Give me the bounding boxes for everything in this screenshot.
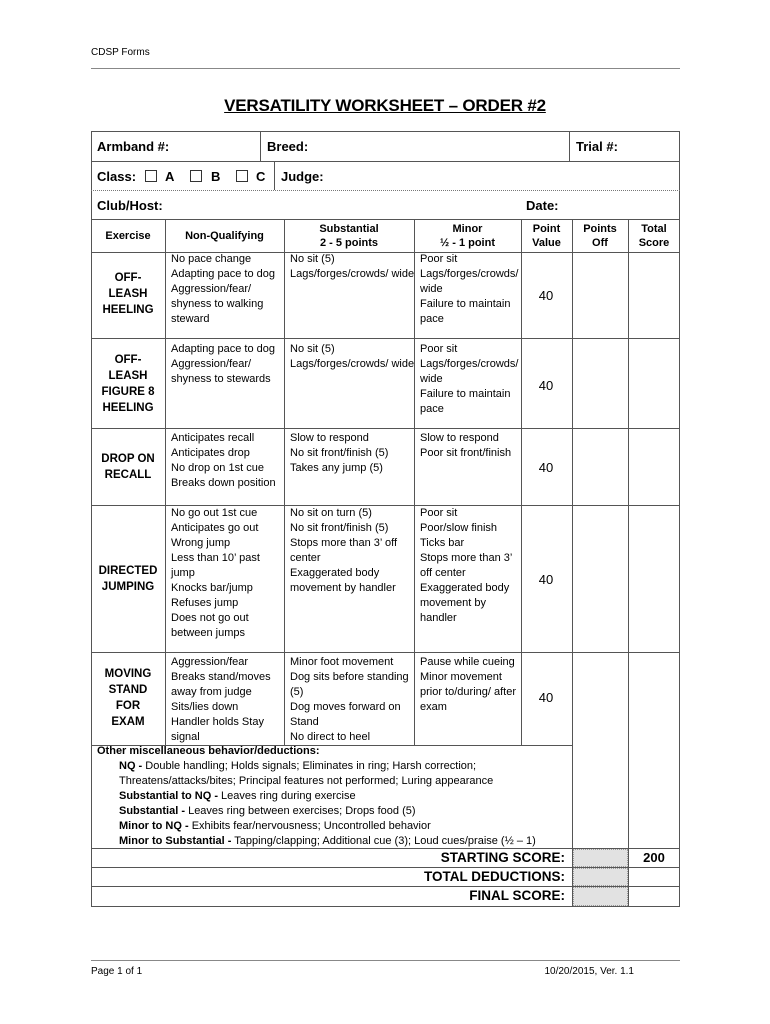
- substantial-cell: Slow to respond No sit front/finish (5) Takes any jump (5): [290, 432, 389, 474]
- date-label: Date:: [526, 198, 559, 213]
- class-b-checkbox[interactable]: [190, 170, 202, 182]
- header-substantial-points: 2 - 5 points: [319, 237, 379, 249]
- misc-nq: NQ - Double handling; Holds signals; Eliminates in ring; Harsh correction;: [119, 760, 477, 772]
- misc-substantial: Substantial - Leaves ring between exercises; Drops food (5): [119, 805, 416, 817]
- col-divider: [628, 219, 629, 907]
- col-divider: [414, 219, 415, 746]
- point-value: 40: [538, 572, 554, 587]
- class-a-checkbox[interactable]: [145, 170, 157, 182]
- club-host-label: Club/Host:: [97, 198, 163, 213]
- substantial-cell: Minor foot movement Dog sits before standing (5) Dog moves forward on Stand No direct to heel: [290, 656, 409, 743]
- misc-minor-to-substantial: Minor to Substantial - Tapping/clapping; Additional cue (3); Loud cues/praise (½ – 1): [119, 835, 536, 847]
- substantial-cell: No sit (5) Lags/forges/crowds/ wide: [290, 343, 415, 370]
- divider: [274, 162, 275, 190]
- nq-cell: No go out 1st cue Anticipates go out Wrong jump Less than 10’ past jump Knocks bar/jump Refuses jump Does not go out between jumps: [171, 507, 260, 639]
- minor-cell: Poor sit Poor/slow finish Ticks bar Stops more than 3’ off center Exaggerated body movement by handler: [420, 507, 513, 624]
- divider: [260, 131, 261, 162]
- minor-cell: Poor sit Lags/forges/crowds/ wide Failure to maintain pace: [420, 253, 519, 325]
- exercise-name: DIRECTED JUMPING: [98, 565, 158, 593]
- header-substantial: Substantial: [319, 223, 379, 235]
- class-c-label: C: [256, 169, 266, 184]
- point-value: 40: [538, 690, 554, 705]
- nq-cell: Anticipates recall Anticipates drop No drop on 1st cue Breaks down position: [171, 432, 276, 489]
- divider: [91, 161, 680, 162]
- header-minor-points: ½ - 1 point: [440, 237, 495, 249]
- breed-label: Breed:: [267, 139, 309, 154]
- row-divider: [91, 428, 680, 429]
- col-divider: [284, 219, 285, 746]
- trial-label: Trial #:: [576, 139, 618, 154]
- substantial-cell: No sit (5) Lags/forges/crowds/ wide: [290, 253, 415, 280]
- header-nq: Non-Qualifying: [185, 230, 264, 242]
- exercise-name: OFF- LEASH FIGURE 8 HEELING: [101, 354, 155, 414]
- header-point-value: Point: [532, 223, 561, 235]
- minor-cell: Pause while cueing Minor movement prior to/during/ after exam: [420, 656, 516, 713]
- minor-cell: Poor sit Lags/forges/crowds/ wide Failure to maintain pace: [420, 343, 519, 415]
- class-c-checkbox[interactable]: [236, 170, 248, 182]
- divider: [569, 131, 570, 162]
- starting-score-value: 200: [643, 850, 665, 865]
- armband-label: Armband #:: [97, 139, 170, 154]
- page-number: Page 1 of 1: [91, 966, 143, 977]
- total-deductions-label: TOTAL DEDUCTIONS:: [424, 869, 565, 884]
- footer-divider: [91, 960, 680, 961]
- row-divider: [91, 652, 680, 653]
- starting-points-off-shade: [573, 849, 628, 867]
- nq-cell: Adapting pace to dog Aggression/fear/ shyness to stewards: [171, 343, 275, 385]
- version-date: 10/20/2015, Ver. 1.1: [544, 966, 634, 977]
- class-label: Class:: [97, 169, 137, 184]
- class-a-label: A: [165, 169, 175, 184]
- exercise-name: OFF- LEASH HEELING: [102, 272, 154, 316]
- header-point-value-2: Value: [532, 237, 561, 249]
- header-points-off: Points: [583, 223, 617, 235]
- final-points-off-shade: [573, 887, 628, 906]
- exercise-name: MOVING STAND FOR EXAM: [104, 668, 152, 728]
- point-value: 40: [538, 288, 554, 303]
- col-divider: [572, 219, 573, 907]
- header-points-off-2: Off: [592, 237, 608, 249]
- header-total-score: Total: [641, 223, 667, 235]
- misc-nq-2: Threatens/attacks/bites; Principal features not performed; Luring appearance: [119, 775, 494, 787]
- final-score-label: FINAL SCORE:: [469, 888, 565, 903]
- judge-label: Judge:: [281, 169, 324, 184]
- nq-cell: Aggression/fear Breaks stand/moves away from judge Sits/lies down Handler holds Stay signal: [171, 656, 271, 743]
- misc-substantial-to-nq: Substantial to NQ - Leaves ring during exercise: [119, 790, 356, 802]
- point-value: 40: [538, 378, 554, 393]
- page-title: VERSATILITY WORKSHEET – ORDER #2: [224, 96, 546, 115]
- point-value: 40: [538, 460, 554, 475]
- exercise-name: DROP ON RECALL: [101, 453, 155, 481]
- misc-minor-to-nq: Minor to NQ - Exhibits fear/nervousness; Uncontrolled behavior: [119, 820, 431, 832]
- header-divider: [91, 68, 680, 69]
- deductions-points-off-shade: [573, 868, 628, 886]
- header-minor: Minor: [452, 223, 483, 235]
- misc-title: Other miscellaneous behavior/deductions:: [97, 745, 320, 757]
- starting-score-label: STARTING SCORE:: [440, 850, 565, 865]
- divider: [91, 190, 680, 191]
- minor-cell: Slow to respond Poor sit front/finish: [420, 432, 512, 459]
- class-b-label: B: [211, 169, 221, 184]
- header-total-score-2: Score: [638, 237, 670, 249]
- substantial-cell: No sit on turn (5) No sit front/finish (5) Stops more than 3’ off center Exaggerated body movement by handler: [290, 507, 398, 594]
- header-exercise: Exercise: [105, 230, 151, 242]
- row-divider: [91, 338, 680, 339]
- doc-label: CDSP Forms: [91, 47, 150, 58]
- nq-cell: No pace change Adapting pace to dog Aggression/fear/ shyness to walking steward: [171, 253, 275, 325]
